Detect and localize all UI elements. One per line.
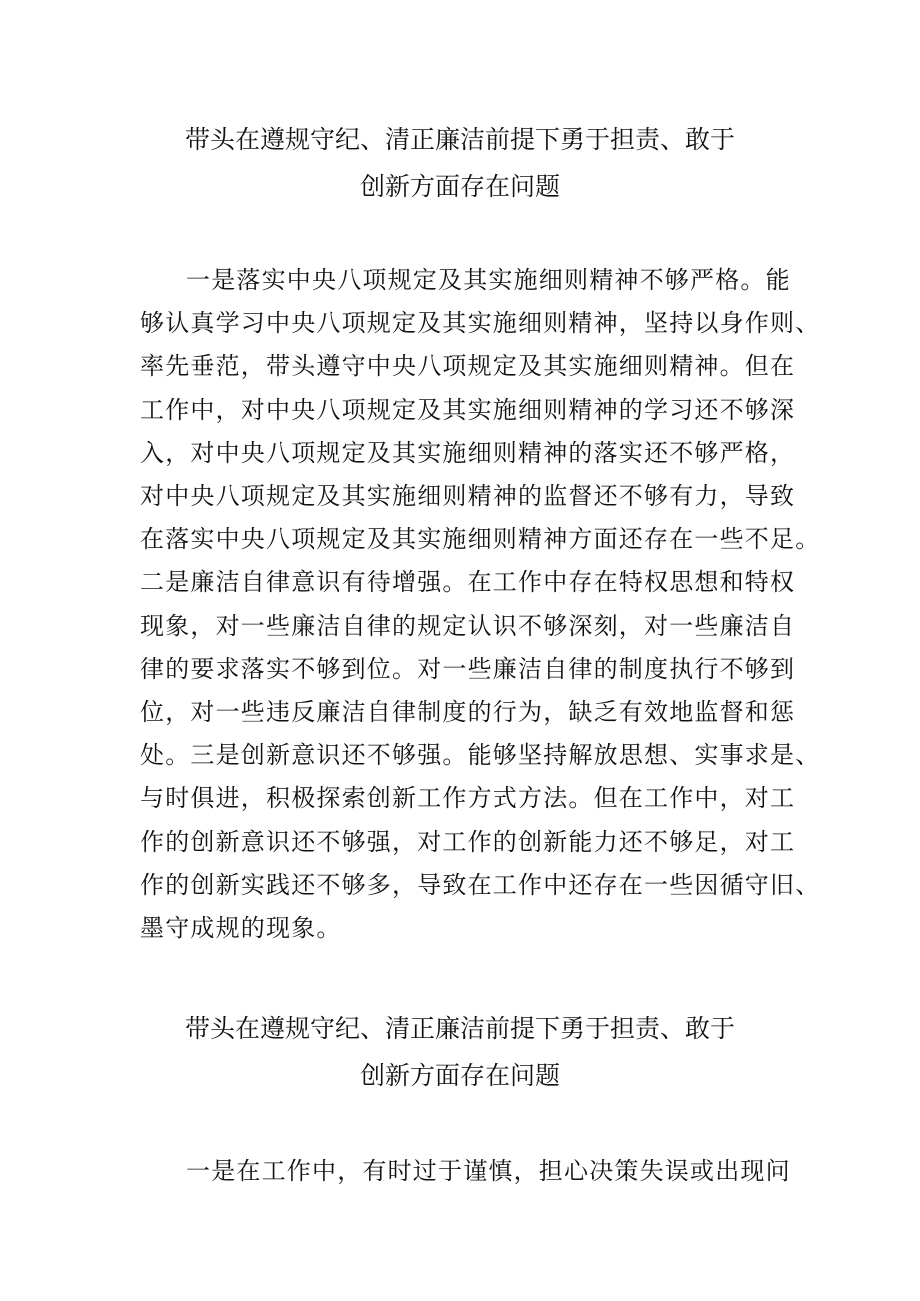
- title-line: 带头在遵规守纪、清正廉洁前提下勇于担责、敢于: [184, 1014, 735, 1043]
- section-title: [140, 116, 780, 210]
- paragraph-line: 对中央八项规定及其实施细则精神的监督还不够有力，导致: [140, 482, 796, 511]
- paragraph-line: 位，对一些违反廉洁自律制度的行为，缺乏有效地监督和惩: [140, 698, 796, 727]
- paragraph-line: 够认真学习中央八项规定及其实施细则精神，坚持以身作则、: [140, 309, 821, 338]
- paragraph-line: 与时俱进，积极探索创新工作方式方法。但在工作中，对工: [140, 784, 796, 813]
- paragraph-line: 一是在工作中，有时过于谨慎，担心决策失误或出现问: [186, 1157, 791, 1185]
- section-paragraph: [140, 1150, 800, 1193]
- paragraph-line: 在落实中央八项规定及其实施细则精神方面还存在一些不足。: [140, 525, 821, 554]
- paragraph-line: 作的创新意识还不够强，对工作的创新能力还不够足，对工: [140, 827, 796, 856]
- section-title: [140, 1005, 780, 1099]
- section-paragraph: [140, 259, 821, 950]
- paragraph-line: 入，对中央八项规定及其实施细则精神的落实还不够严格，: [140, 438, 796, 467]
- paragraph-line: 一是落实中央八项规定及其实施细则精神不够严格。能: [186, 266, 791, 294]
- paragraph-line: 作的创新实践还不够多，导致在工作中还存在一些因循守旧、: [140, 870, 821, 899]
- paragraph-line: 二是廉洁自律意识有待增强。在工作中存在特权思想和特权: [140, 568, 796, 597]
- title-line: 创新方面存在问题: [359, 172, 560, 201]
- paragraph-line: 现象，对一些廉洁自律的规定认识不够深刻，对一些廉洁自: [140, 611, 796, 640]
- paragraph-line: 墨守成规的现象。: [140, 914, 342, 943]
- paragraph-line: 处。三是创新意识还不够强。能够坚持解放思想、实事求是、: [140, 741, 821, 770]
- paragraph-line: 律的要求落实不够到位。对一些廉洁自律的制度执行不够到: [140, 654, 796, 683]
- paragraph-line: 工作中，对中央八项规定及其实施细则精神的学习还不够深: [140, 395, 796, 424]
- title-line: 带头在遵规守纪、清正廉洁前提下勇于担责、敢于: [184, 125, 735, 154]
- paragraph-line: 率先垂范，带头遵守中央八项规定及其实施细则精神。但在: [140, 352, 796, 381]
- title-line: 创新方面存在问题: [359, 1061, 560, 1090]
